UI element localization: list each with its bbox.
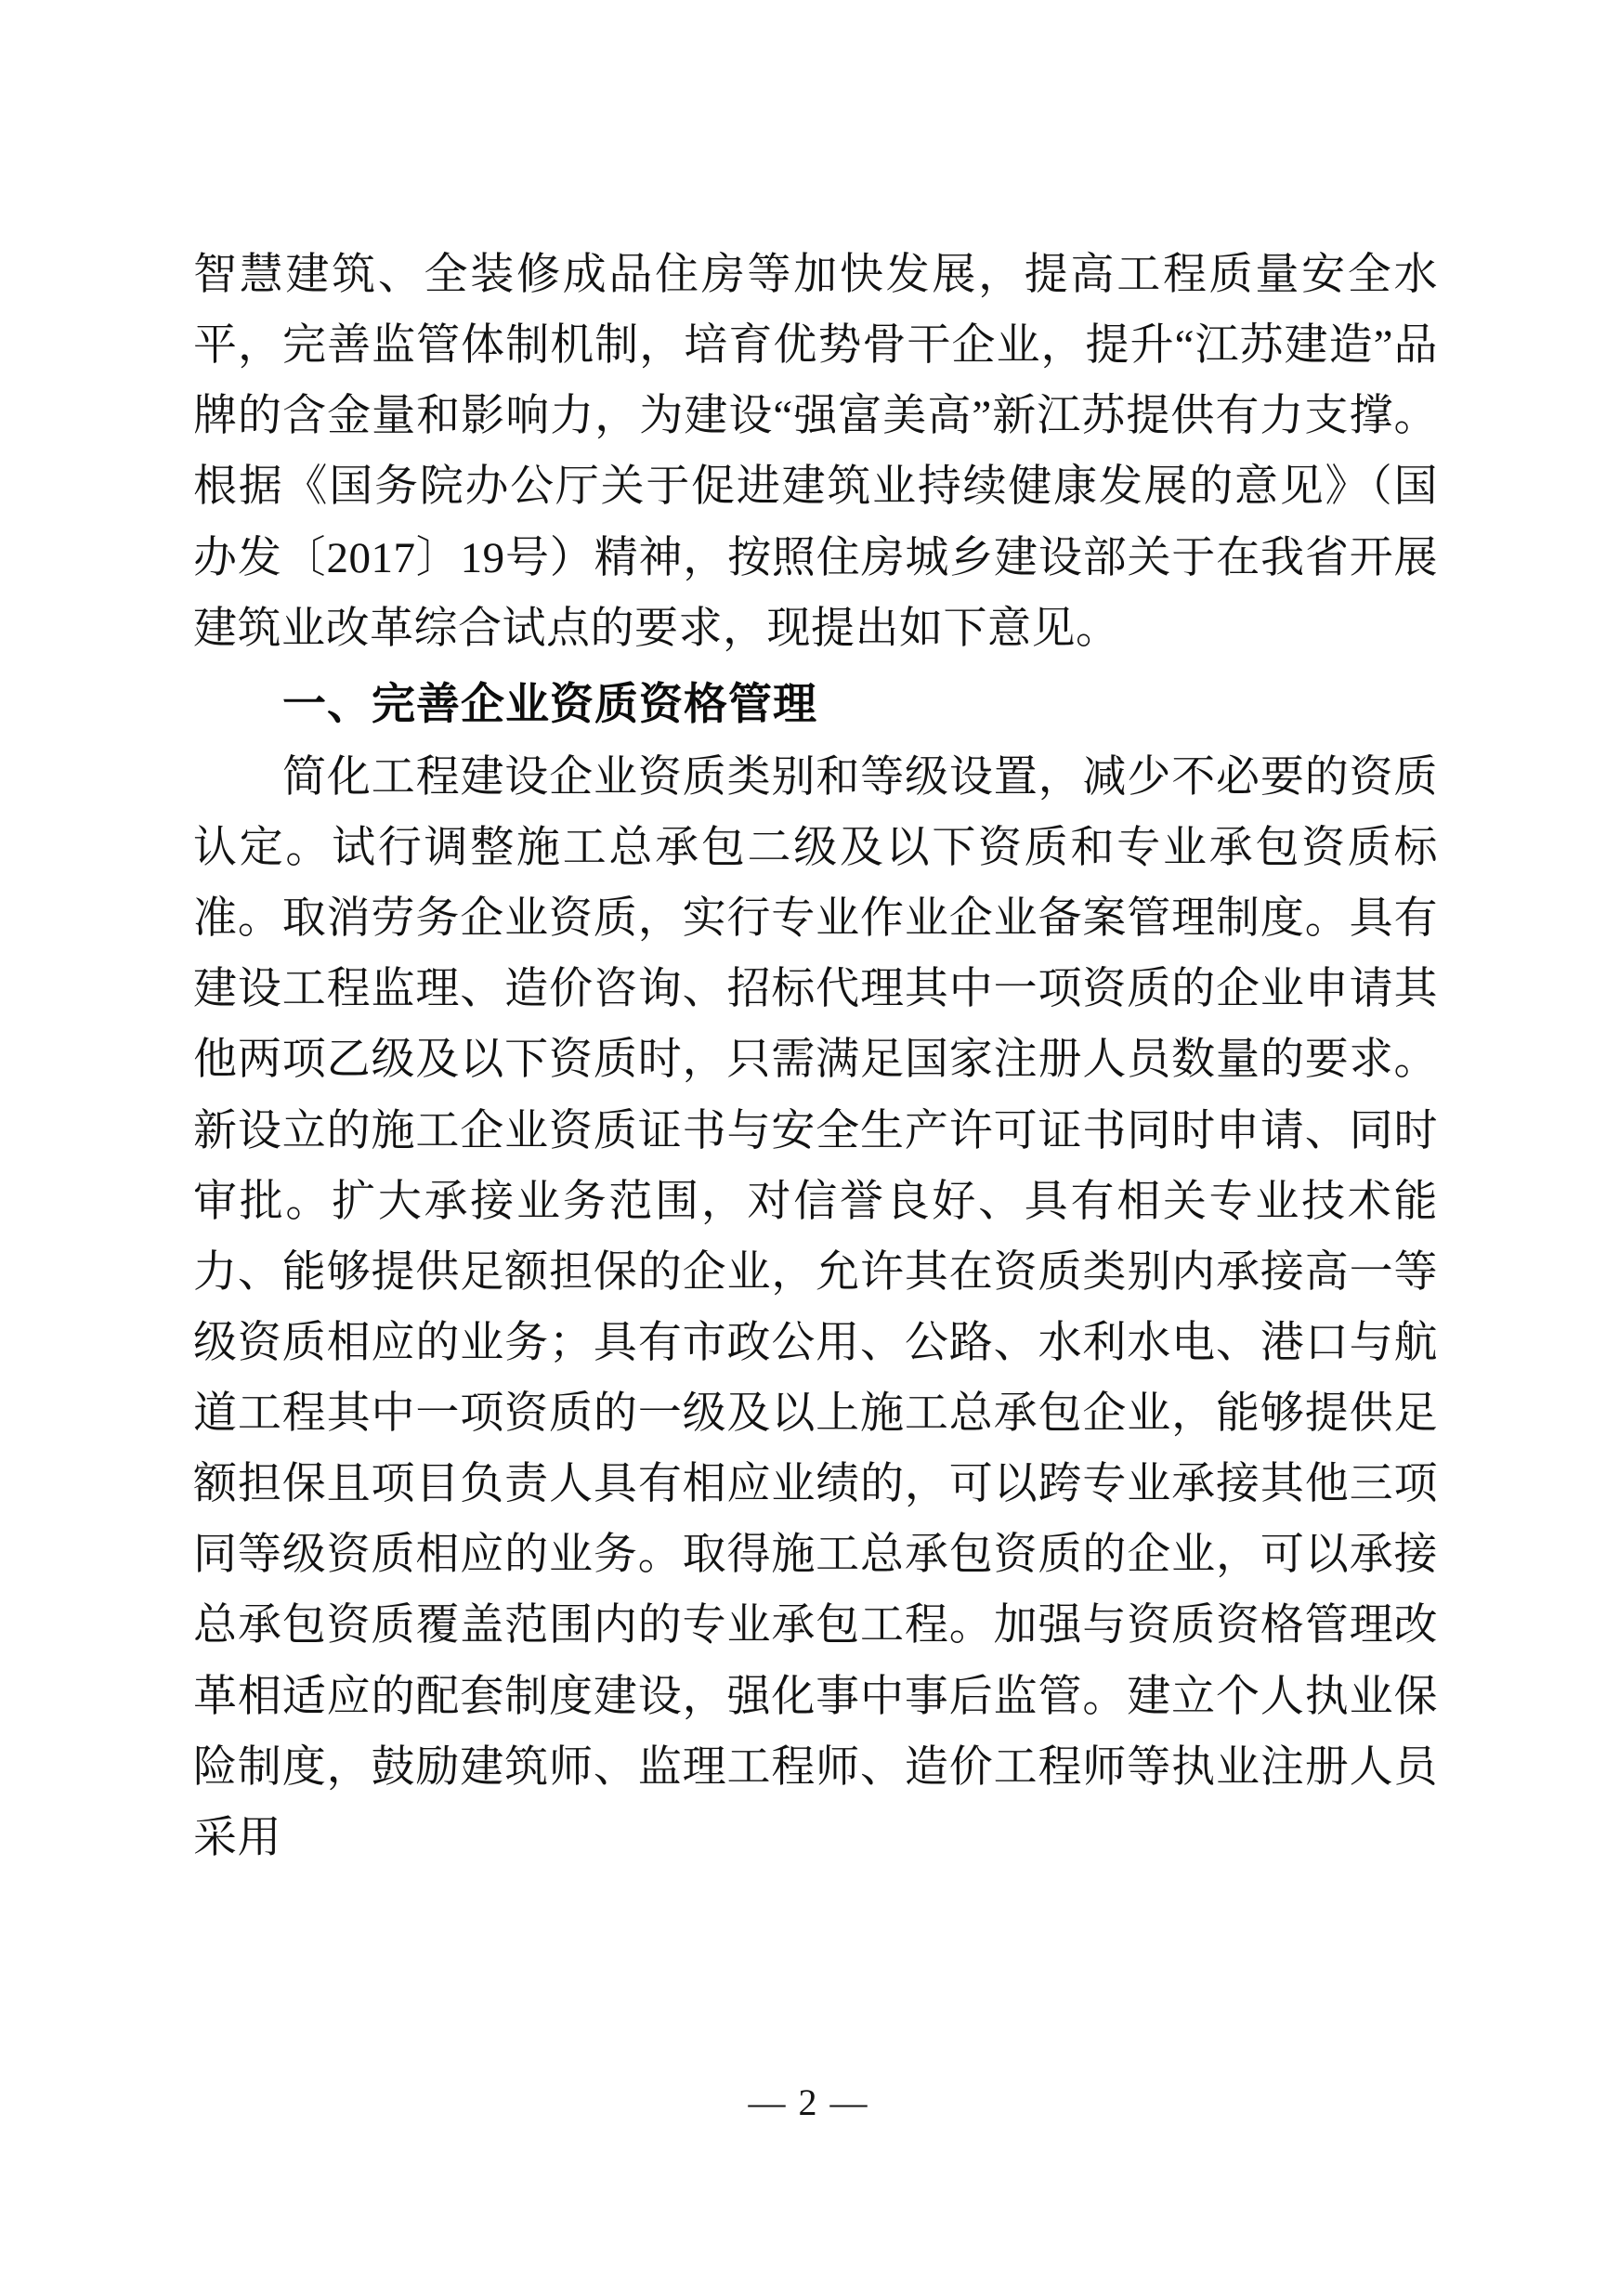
page-content bbox=[193, 240, 1438, 1873]
paragraph-body: 简化工程建设企业资质类别和等级设置，减少不必要的资质认定。试行调整施工总承包二级及以下资质和专业承包资质标准。取消劳务企业资质，实行专业作业企业备案管理制度。具有建设工程监理、造价咨询、招标代理其中一项资质的企业申请其他两项乙级及以下资质时，只需满足国家注册人员数量的要求。新设立的施工企业资质证书与安全生产许可证书同时申请、同时审批。扩大承接业务范围，对信誉良好、具有相关专业技术能力、能够提供足额担保的企业，允许其在资质类别内承接高一等级资质相应的业务；具有市政公用、公路、水利水电、港口与航道工程其中一项资质的一级及以上施工总承包企业，能够提供足额担保且项目负责人具有相应业绩的，可以跨专业承接其他三项同等级资质相应的业务。取得施工总承包资质的企业，可以承接总承包资质覆盖范围内的专业承包工程。加强与资质资格管理改革相适应的配套制度建设，强化事中事后监管。建立个人执业保险制度，鼓励建筑师、监理工程师、造价工程师等执业注册人员采用 bbox=[193, 752, 1438, 1862]
page-number: 2 bbox=[798, 2081, 821, 2123]
page-footer bbox=[0, 2081, 1619, 2124]
footer-left-dash: — bbox=[748, 2081, 790, 2123]
section-heading: 一、完善企业资质资格管理 bbox=[282, 680, 817, 729]
footer-right-dash: — bbox=[829, 2081, 871, 2123]
paragraph-intro: 智慧建筑、全装修成品住房等加快发展，提高工程质量安全水平，完善监管体制机制，培育优势骨干企业，提升“江苏建造”品牌的含金量和影响力，为建设“强富美高”新江苏提供有力支撑。根据《国务院办公厅关于促进建筑业持续健康发展的意见》（国办发〔2017〕19号）精神，按照住房城乡建设部关于在我省开展建筑业改革综合试点的要求，现提出如下意见。 bbox=[193, 251, 1438, 653]
